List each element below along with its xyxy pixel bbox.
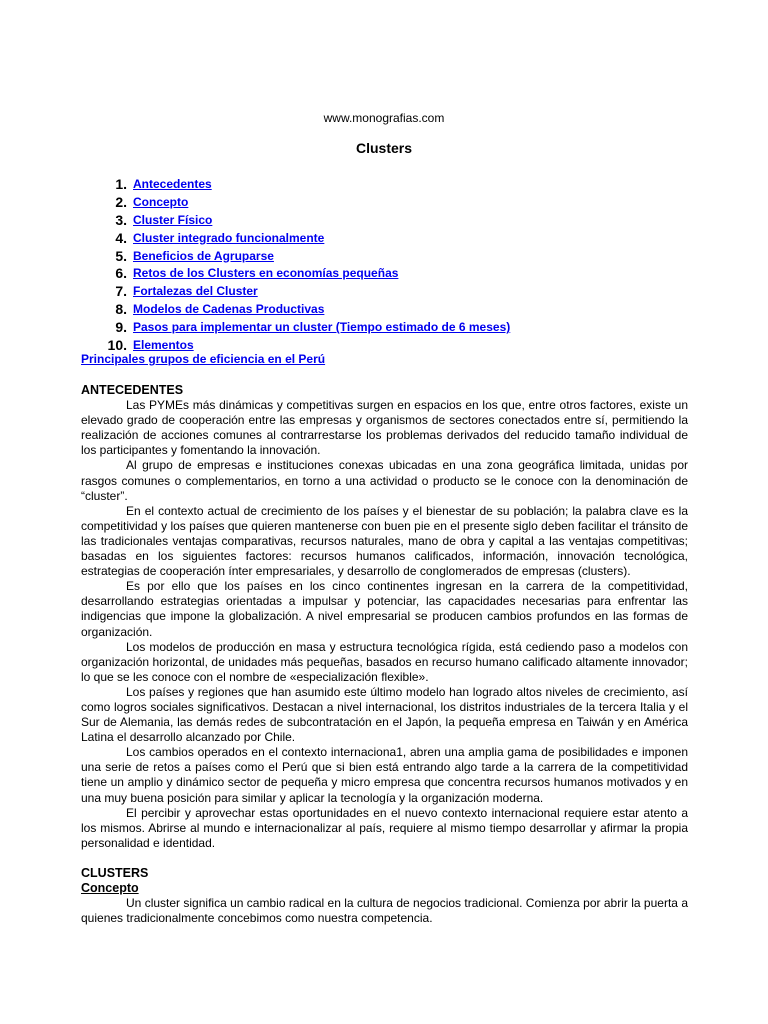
toc-number: 6. bbox=[115, 265, 127, 282]
toc-link-elementos[interactable]: Elementos bbox=[133, 337, 194, 352]
toc-item bbox=[81, 211, 701, 229]
document-title: Clusters bbox=[355, 140, 413, 156]
toc-number: 10. bbox=[107, 336, 127, 353]
toc-number: 1. bbox=[115, 175, 127, 192]
toc-number: 4. bbox=[115, 229, 127, 246]
toc-link-cluster-fisico[interactable]: Cluster Físico bbox=[133, 212, 213, 227]
toc-number: 3. bbox=[115, 211, 127, 228]
paragraph: Un cluster significa un cambio radical en la cultura de negocios tradicional. Comienza por abrir la puerta a quienes tradicionalmente concebimos como nuestra competencia. bbox=[81, 896, 688, 926]
paragraph: Las PYMEs más dinámicas y competitivas surgen en espacios en los que, entre otros factores, existe un elevado grado de cooperación entre las empresas y organismos de sectores conectados entre sí, permitiendo la realización de acciones comunes al contrarrestarse los problemas derivados del reducido tamaño individual de los participantes y fomentando la innovación. bbox=[81, 398, 688, 458]
table-of-contents bbox=[81, 175, 701, 354]
toc-item bbox=[81, 300, 701, 318]
toc-item bbox=[81, 193, 701, 211]
toc-item bbox=[81, 264, 701, 282]
toc-number: 9. bbox=[115, 319, 127, 336]
toc-link-grupos-eficiencia[interactable]: Principales grupos de eficiencia en el Perú bbox=[81, 352, 326, 366]
toc-item bbox=[81, 247, 701, 265]
toc-link-fortalezas[interactable]: Fortalezas del Cluster bbox=[133, 284, 258, 299]
subsection-heading-concepto: Concepto bbox=[81, 881, 139, 895]
site-url: www.monografias.com bbox=[323, 111, 445, 125]
paragraph: Es por ello que los países en los cinco continentes ingresan en la carrera de la competitividad, desarrollando estrategias orientadas a impulsar y potenciar, las capacidades necesarias para enfrentar las indigencias que impone la globalización. A nivel empresarial se producen cambios profundos en las formas de organización. bbox=[81, 579, 688, 639]
toc-link-modelos[interactable]: Modelos de Cadenas Productivas bbox=[133, 302, 325, 317]
toc-number: 7. bbox=[115, 283, 127, 300]
paragraph: Los modelos de producción en masa y estructura tecnológica rígida, está cediendo paso a modelos con organización horizontal, de unidades más pequeñas, basados en recurso humano calificado altamente innovador; lo que se les conoce con el nombre de «especialización flexible». bbox=[81, 639, 688, 684]
paragraph: Los países y regiones que han asumido este último modelo han logrado altos niveles de crecimiento, así como logros sociales significativos. Destacan a nivel internacional, los distritos industriales de la tercera Italia y el Sur de Alemania, las demás redes de subcontratación en el Japón, la pequeña empresa en Taiwán y en América Latina el desarrollo alcanzado por Chile. bbox=[81, 684, 688, 745]
paragraph: Los cambios operados en el contexto internaciona1, abren una amplia gama de posibilidades e imponen una serie de retos a países como el Perú que si bien está entrando algo tarde a la carrera de la competitividad tiene un amplio y dinámico sector de pequeña y micro empresa que concentra recursos humanos motivados y en una muy buena posición para similar y aplicar la tecnología y la organización moderna. bbox=[81, 745, 688, 805]
section-heading-antecedentes: ANTECEDENTES bbox=[81, 383, 184, 397]
paragraph: El percibir y aprovechar estas oportunidades en el nuevo contexto internacional requiere estar atento a los mismos. Abrirse al mundo e internacionalizar al país, requiere al mismo tiempo desarrollar y afirmar la propia personalidad e identidad. bbox=[81, 805, 688, 850]
toc-item bbox=[81, 229, 701, 247]
section-spacer bbox=[81, 851, 688, 866]
paragraph: En el contexto actual de crecimiento de los países y el bienestar de su población; la palabra clave es la competitividad y los países que quieren mantenerse con buen pie en el presente siglo deben facilitar el tránsito de las tradicionales ventajas comparativas, recursos naturales, mano de obra y capital a las ventajas competitivas; basadas en los siguientes factores: recursos humanos calificados, información, innovación tecnológica, estrategias de cooperación ínter empresariales, y desarrollo de conglomerados de empresas (clusters). bbox=[81, 503, 688, 579]
section-heading-clusters: CLUSTERS bbox=[81, 865, 149, 880]
toc-link-concepto[interactable]: Concepto bbox=[133, 194, 189, 209]
document-body bbox=[81, 383, 688, 926]
toc-number: 2. bbox=[115, 193, 127, 210]
paragraph: Al grupo de empresas e instituciones conexas ubicadas en una zona geográfica limitada, unidas por rasgos comunes o complementarios, en torno a una actividad o producto se le conoce con la denominación de “cluster”. bbox=[81, 458, 688, 503]
toc-number: 8. bbox=[115, 301, 127, 318]
toc-link-cluster-integrado[interactable]: Cluster integrado funcionalmente bbox=[133, 230, 325, 245]
toc-link-pasos[interactable]: Pasos para implementar un cluster (Tiempo estimado de 6 meses) bbox=[133, 320, 511, 335]
toc-item bbox=[81, 318, 701, 336]
toc-item bbox=[81, 282, 701, 300]
toc-item bbox=[81, 175, 701, 193]
toc-link-antecedentes[interactable]: Antecedentes bbox=[133, 176, 212, 191]
toc-link-retos[interactable]: Retos de los Clusters en economías pequeñas bbox=[133, 266, 399, 281]
toc-number: 5. bbox=[115, 247, 127, 264]
toc-link-beneficios[interactable]: Beneficios de Agruparse bbox=[133, 248, 274, 263]
